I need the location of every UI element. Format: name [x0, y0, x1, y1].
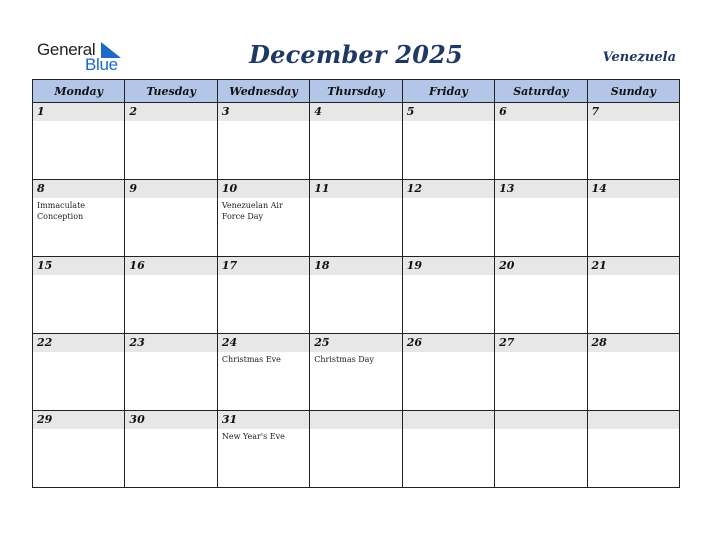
holiday-label	[588, 352, 679, 354]
day-cell	[33, 411, 125, 488]
day-cell	[587, 411, 679, 488]
day-cell	[402, 257, 494, 334]
day-number: 11	[310, 180, 401, 198]
weekday-header: Wednesday	[217, 80, 309, 103]
day-cell	[217, 257, 309, 334]
holiday-label	[125, 198, 216, 200]
day-number: 3	[218, 103, 309, 121]
day-cell	[125, 103, 217, 180]
day-cell	[402, 411, 494, 488]
day-cell	[33, 257, 125, 334]
day-cell	[33, 103, 125, 180]
holiday-label	[310, 429, 401, 431]
day-cell	[125, 334, 217, 411]
holiday-label	[218, 121, 309, 123]
day-number: 23	[125, 334, 216, 352]
day-cell	[125, 180, 217, 257]
week-row	[33, 334, 680, 411]
day-number: 16	[125, 257, 216, 275]
holiday-label	[495, 352, 586, 354]
holiday-label	[33, 121, 124, 123]
day-cell	[217, 411, 309, 488]
day-cell	[125, 257, 217, 334]
day-cell	[495, 103, 587, 180]
day-cell	[402, 103, 494, 180]
day-number: 17	[218, 257, 309, 275]
day-number	[495, 411, 586, 429]
week-row	[33, 103, 680, 180]
holiday-label	[588, 121, 679, 123]
holiday-label	[588, 198, 679, 200]
day-number: 9	[125, 180, 216, 198]
day-number: 8	[33, 180, 124, 198]
day-cell	[587, 334, 679, 411]
day-number: 5	[403, 103, 494, 121]
day-cell	[217, 103, 309, 180]
day-number: 12	[403, 180, 494, 198]
day-cell	[402, 180, 494, 257]
holiday-label	[403, 352, 494, 354]
day-number: 22	[33, 334, 124, 352]
day-number	[310, 411, 401, 429]
week-row	[33, 411, 680, 488]
holiday-label	[218, 275, 309, 277]
logo-word-general: General	[37, 40, 96, 59]
day-number: 14	[588, 180, 679, 198]
day-number: 30	[125, 411, 216, 429]
day-cell	[33, 180, 125, 257]
calendar-body	[33, 103, 680, 488]
holiday-label	[403, 275, 494, 277]
day-cell	[310, 103, 402, 180]
day-number: 20	[495, 257, 586, 275]
weekday-header: Thursday	[310, 80, 402, 103]
weekday-header: Tuesday	[125, 80, 217, 103]
week-row	[33, 257, 680, 334]
day-cell	[310, 411, 402, 488]
day-number: 21	[588, 257, 679, 275]
day-number: 29	[33, 411, 124, 429]
day-number: 7	[588, 103, 679, 121]
weekday-header: Sunday	[587, 80, 679, 103]
day-number	[403, 411, 494, 429]
holiday-label: Christmas Eve	[221, 355, 281, 364]
day-number: 28	[588, 334, 679, 352]
day-number	[588, 411, 679, 429]
day-cell	[495, 257, 587, 334]
day-cell	[310, 257, 402, 334]
day-cell	[217, 334, 309, 411]
holiday-label	[33, 275, 124, 277]
holiday-label	[125, 121, 216, 123]
holiday-label	[125, 275, 216, 277]
holiday-label: Venezuelan Air Force Day	[221, 201, 283, 221]
month-calendar	[32, 79, 680, 488]
day-number: 31	[218, 411, 309, 429]
day-number: 15	[33, 257, 124, 275]
day-number: 13	[495, 180, 586, 198]
day-number: 1	[33, 103, 124, 121]
day-cell	[495, 334, 587, 411]
day-cell	[310, 180, 402, 257]
day-number: 10	[218, 180, 309, 198]
holiday-label	[125, 352, 216, 354]
weekday-header: Friday	[402, 80, 494, 103]
day-number: 25	[310, 334, 401, 352]
day-number: 27	[495, 334, 586, 352]
holiday-label	[403, 121, 494, 123]
holiday-label	[588, 275, 679, 277]
holiday-label	[310, 198, 401, 200]
holiday-label	[495, 198, 586, 200]
holiday-label	[310, 275, 401, 277]
day-number: 4	[310, 103, 401, 121]
holiday-label	[403, 198, 494, 200]
holiday-label: New Year's Eve	[221, 432, 285, 441]
weekday-header: Saturday	[495, 80, 587, 103]
day-cell	[217, 180, 309, 257]
holiday-label	[33, 429, 124, 431]
day-cell	[495, 411, 587, 488]
day-cell	[33, 334, 125, 411]
holiday-label	[495, 121, 586, 123]
holiday-label	[310, 121, 401, 123]
day-cell	[587, 257, 679, 334]
day-cell	[587, 103, 679, 180]
day-number: 18	[310, 257, 401, 275]
day-cell	[587, 180, 679, 257]
holiday-label	[33, 352, 124, 354]
weekday-header: Monday	[33, 80, 125, 103]
day-number: 6	[495, 103, 586, 121]
week-row	[33, 180, 680, 257]
holiday-label	[125, 429, 216, 431]
holiday-label	[495, 275, 586, 277]
holiday-label: Christmas Day	[314, 355, 374, 364]
day-cell	[402, 334, 494, 411]
day-cell	[310, 334, 402, 411]
holiday-label: Immaculate Conception	[37, 201, 86, 221]
day-number: 24	[218, 334, 309, 352]
logo-word-blue: Blue	[85, 55, 118, 74]
holiday-label	[403, 429, 494, 431]
calendar-title: December 2025	[249, 40, 463, 69]
holiday-label	[495, 429, 586, 431]
holiday-label	[588, 429, 679, 431]
day-number: 19	[403, 257, 494, 275]
day-number: 2	[125, 103, 216, 121]
day-cell	[125, 411, 217, 488]
day-number: 26	[403, 334, 494, 352]
day-cell	[495, 180, 587, 257]
weekday-header-row	[33, 80, 680, 103]
country-name: Venezuela	[602, 50, 676, 65]
